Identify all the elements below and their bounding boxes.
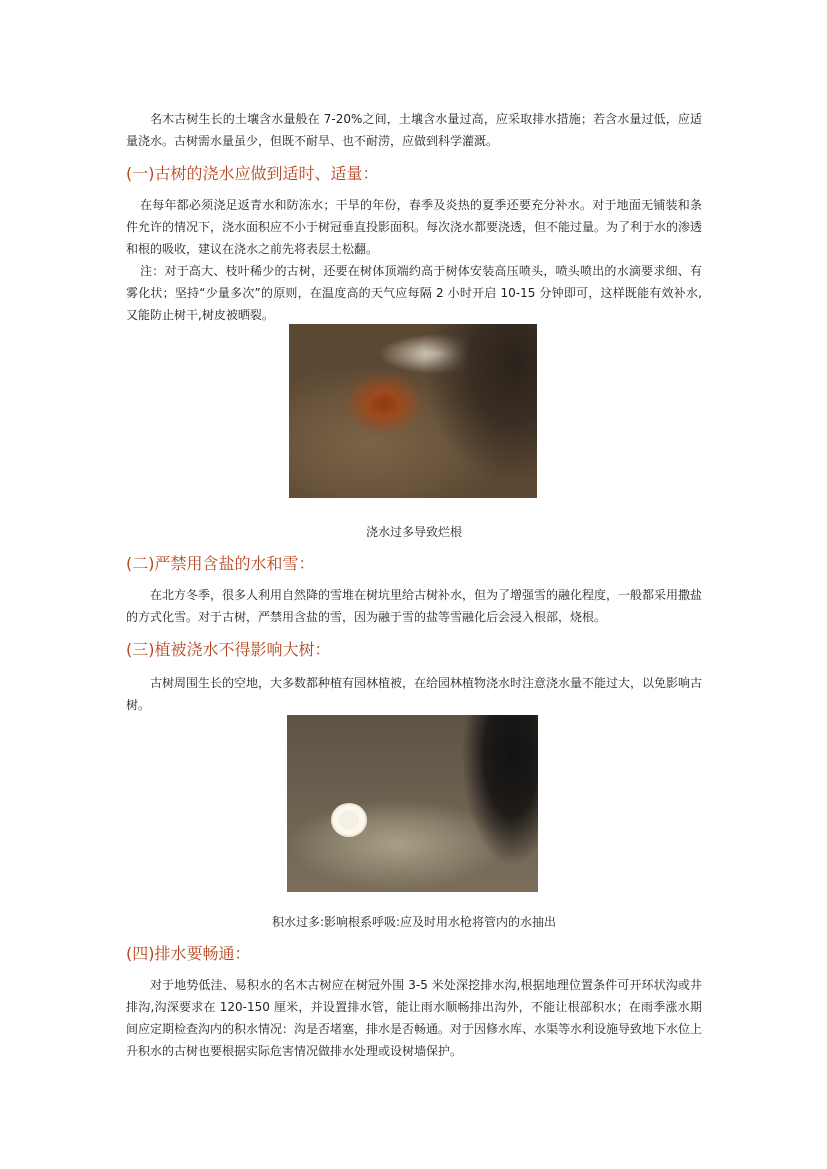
section4-heading: (四)排水要畅通：	[126, 944, 251, 963]
section1-paragraph-1: 在每年都必须浇足返青水和防冻水；干旱的年份，春季及炎热的夏季还要充分补水。对于地面无铺装和条件允许的情况下，浇水面积应不小于树冠垂直投影面积。每次浇水都要浇透，但不能过量。为了利于水的渗透和根的吸收，建议在浇水之前先将表层土松翻。	[126, 198, 703, 256]
section3-heading: (三)植被浇水不得影响大树：	[126, 640, 331, 659]
section1-heading: (一)古树的浇水应做到适时、适量：	[126, 164, 379, 183]
waterlogging-photo	[287, 715, 538, 892]
section1-paragraph-2: 注：对于高大、枝叶稀少的古树，还要在树体顶端约高于树体安装高压喷头，喷头喷出的水滴要求细、有雾化状；坚持“少量多次”的原则，在温度高的天气应每隔 2 小时开启 10-15 分钟即可，这样既能有效补水,又能防止树干,树皮被晒裂。	[126, 264, 702, 322]
section4-paragraph: 对于地势低洼、易积水的名木古树应在树冠外围 3-5 米处深挖排水沟,根据地理位置条件可开环状沟或井排沟,沟深要求在 120-150 厘米，并设置排水管，能让雨水顺畅排出沟外，不能让根部积水；在雨季涨水期间应定期检查沟内的积水情况：沟是否堵塞，排水是否畅通。对于因修水库、水渠等水利设施导致地下水位上升积水的古树也要根据实际危害情况做排水处理或设树墙保护。	[126, 978, 703, 1058]
figure-caption-1: 浇水过多导致烂根	[365, 525, 462, 539]
section3-paragraph: 古树周围生长的空地，大多数都种植有园林植被，在给园林植物浇水时注意浇水量不能过大，以免影响古树。	[126, 676, 703, 712]
section2-heading: (二)严禁用含盐的水和雪：	[126, 554, 315, 573]
figure-caption-2: 积水过多:影响根系呼吸:应及时用水枪将管内的水抽出	[271, 915, 557, 929]
intro-paragraph: 名木古树生长的土壤含水量般在 7-20%之间，土壤含水量过高，应采取排水措施；若含水量过低，应适量浇水。古树需水量虽少，但既不耐旱、也不耐涝，应做到科学灌溉。	[126, 112, 702, 148]
drain-pipe-ring	[331, 803, 367, 837]
section2-paragraph: 在北方冬季，很多人利用自然降的雪堆在树坑里给古树补水，但为了增强雪的融化程度，一般都采用撒盐的方式化雪。对于古树，严禁用含盐的雪，因为融于雪的盐等雪融化后会浸入根部，烧根。	[126, 588, 703, 624]
rotten-root-photo	[289, 324, 537, 498]
